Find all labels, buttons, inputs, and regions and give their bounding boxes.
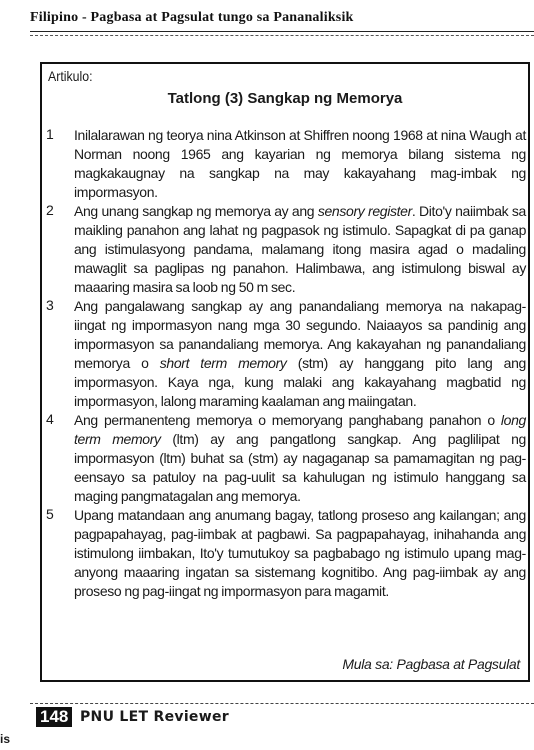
list-item [46,506,526,601]
header-rule [30,31,534,32]
item-number: 2 [46,202,54,218]
item-number: 3 [46,297,54,313]
item-text: Ang permanenteng memorya o memoryang panghabang panahon o long term memory (ltm) ay ang pangatlong sangkap. Ang paglilipat ng impormasyon (ltm) buhat sa (stm) ay nagaganap sa pamamagitan ng pag-eensayo sa patuloy na pag-uulit sa kahulugan ng istimulo hanggang sa maging pangmatagalan ang memorya. [74,412,526,504]
item-text: Ang unang sangkap ng memorya ay ang sensory register. Dito'y naiimbak sa maikling panahon ang lahat ng pagpasok ng istimulo. Sapagkat di pa ganap ang istimulasyong pandama, malamang itong masira agad o madaling mawaglit sa paglipas ng panahon. Halimbawa, ang istimulong biswal ay maaaring masira sa loob ng 50 m sec. [74,203,526,295]
source-citation: Mula sa: Pagbasa at Pagsulat [342,656,520,672]
item-text: Ang pangalawang sangkap ay ang panandaliang memorya na nakapag-iingat ng impormasyon nang mga 30 segundo. Naiaayos sa pandinig ang impormasyon sa panandaliang memorya. Ang kakayahan ng panandaliang memorya o short term memory (stm) ay hanggang pito lang ang impormasyon. Kaya nga, kung malaki ang kakayahang magbatid ng impormasyon, lalong maraming kaalaman ang maiingatan. [74,298,526,409]
list-item [46,126,526,202]
footer-rule [30,703,534,704]
corner-mark: is [0,732,11,746]
article-items [46,126,526,601]
page-number: 148 [36,707,72,727]
item-text: Upang matandaan ang anumang bagay, tatlong proseso ang kailangan; ang pagpapahayag, pag-iimbak at pagbawi. Sa pagpapahayag, inihahanda ang istimulong iimbakan, Ito'y tumutukoy sa pagbabago ng istimulo upang mag-anyong maaaring ingatan sa sistemang kognitibo. Ang pag-iimbak ay ang proseso ng pag-iingat ng impormasyon para magamit. [74,507,526,599]
section-label: Artikulo: [48,68,93,84]
header-rule-dashed [30,35,534,36]
list-item [46,297,526,411]
item-number: 5 [46,506,54,522]
footer-book-title: PNU LET Reviewer [80,709,229,725]
item-text: Inilalarawan ng teorya nina Atkinson at Shiffren noong 1968 at nina Waugh at Norman noong 1965 ang kayarian ng memorya bilang sistema ng magkakaugnay na sangkap na may kakayahang mag-imbak ng impormasyon. [74,127,526,200]
list-item [46,202,526,297]
running-head: Filipino - Pagbasa at Pagsulat tungo sa Pananaliksik [30,10,354,25]
item-number: 4 [46,411,54,427]
item-number: 1 [46,126,54,142]
article-title: Tatlong (3) Sangkap ng Memorya [167,90,403,107]
list-item [46,411,526,506]
